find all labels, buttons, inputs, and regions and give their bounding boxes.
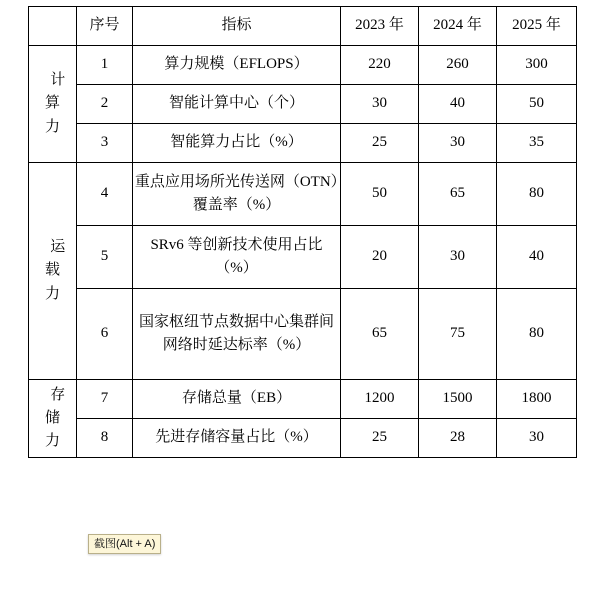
row-value-2025: 1800 bbox=[497, 380, 577, 419]
row-no: 3 bbox=[77, 124, 133, 163]
row-no: 1 bbox=[77, 46, 133, 85]
category-label: 运载力 bbox=[45, 239, 71, 302]
header-year-2024: 2024 年 bbox=[419, 7, 497, 46]
row-value-2025: 80 bbox=[497, 163, 577, 226]
row-value-2025: 40 bbox=[497, 226, 577, 289]
row-indicator: 先进存储容量占比（%） bbox=[133, 419, 341, 458]
screenshot-tooltip: 截图(Alt + A) bbox=[88, 534, 161, 554]
row-value-2025: 80 bbox=[497, 289, 577, 380]
row-value-2023: 25 bbox=[341, 124, 419, 163]
row-indicator: 国家枢纽节点数据中心集群间网络时延达标率（%） bbox=[133, 289, 341, 380]
row-value-2023: 1200 bbox=[341, 380, 419, 419]
table-row bbox=[29, 226, 577, 289]
table-row bbox=[29, 124, 577, 163]
row-value-2025: 30 bbox=[497, 419, 577, 458]
row-no: 4 bbox=[77, 163, 133, 226]
row-value-2023: 65 bbox=[341, 289, 419, 380]
row-value-2024: 65 bbox=[419, 163, 497, 226]
row-value-2024: 30 bbox=[419, 226, 497, 289]
category-cell-computing bbox=[29, 46, 77, 163]
row-value-2024: 40 bbox=[419, 85, 497, 124]
row-indicator: SRv6 等创新技术使用占比（%） bbox=[133, 226, 341, 289]
table-row bbox=[29, 380, 577, 419]
category-label: 存储力 bbox=[45, 386, 71, 450]
row-no: 2 bbox=[77, 85, 133, 124]
row-indicator: 存储总量（EB） bbox=[133, 380, 341, 419]
row-value-2024: 30 bbox=[419, 124, 497, 163]
category-cell-transport bbox=[29, 163, 77, 380]
header-sequence: 序号 bbox=[77, 7, 133, 46]
row-no: 5 bbox=[77, 226, 133, 289]
category-cell-storage bbox=[29, 380, 77, 458]
row-value-2023: 25 bbox=[341, 419, 419, 458]
indicator-table bbox=[28, 6, 577, 458]
row-no: 8 bbox=[77, 419, 133, 458]
table-row bbox=[29, 46, 577, 85]
row-value-2023: 50 bbox=[341, 163, 419, 226]
row-value-2025: 300 bbox=[497, 46, 577, 85]
row-indicator: 智能算力占比（%） bbox=[133, 124, 341, 163]
header-year-2025: 2025 年 bbox=[497, 7, 577, 46]
header-year-2023: 2023 年 bbox=[341, 7, 419, 46]
row-value-2023: 220 bbox=[341, 46, 419, 85]
table-row bbox=[29, 289, 577, 380]
row-value-2024: 28 bbox=[419, 419, 497, 458]
row-value-2023: 30 bbox=[341, 85, 419, 124]
row-value-2024: 1500 bbox=[419, 380, 497, 419]
row-value-2025: 50 bbox=[497, 85, 577, 124]
row-indicator: 重点应用场所光传送网（OTN）覆盖率（%） bbox=[133, 163, 341, 226]
header-category bbox=[29, 7, 77, 46]
table-header-row bbox=[29, 7, 577, 46]
row-indicator: 智能计算中心（个） bbox=[133, 85, 341, 124]
row-indicator: 算力规模（EFLOPS） bbox=[133, 46, 341, 85]
row-value-2023: 20 bbox=[341, 226, 419, 289]
row-value-2025: 35 bbox=[497, 124, 577, 163]
table-row bbox=[29, 419, 577, 458]
row-no: 7 bbox=[77, 380, 133, 419]
row-value-2024: 75 bbox=[419, 289, 497, 380]
header-indicator: 指标 bbox=[133, 7, 341, 46]
table-row bbox=[29, 85, 577, 124]
table-row bbox=[29, 163, 577, 226]
category-label: 计算力 bbox=[45, 72, 71, 135]
row-no: 6 bbox=[77, 289, 133, 380]
row-value-2024: 260 bbox=[419, 46, 497, 85]
